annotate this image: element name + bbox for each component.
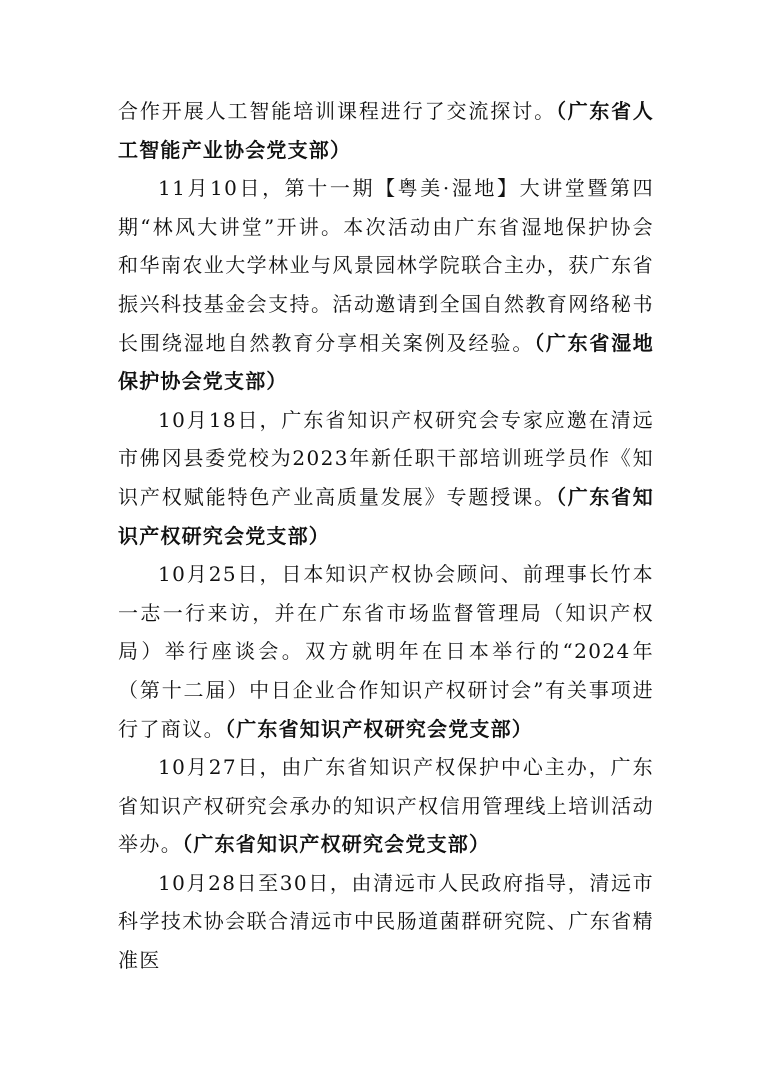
paragraph-text: 合作开展人工智能培训课程进行了交流探讨。 [118, 99, 556, 123]
paragraph-text: 10月27日，由广东省知识产权保护中心主办，广东省知识产权研究会承办的知识产权信用管理线上培训活动举办。 [118, 755, 654, 857]
source-attribution: （广东省知识产权研究会党支部） [225, 716, 533, 741]
source-attribution: （广东省人工智能产业协会党支部） [118, 99, 654, 162]
news-paragraph-2 [118, 169, 654, 401]
news-paragraph-6 [118, 864, 654, 980]
news-paragraph-5 [118, 748, 654, 864]
source-attribution: （广东省湿地保护协会党支部） [118, 330, 654, 394]
news-paragraph-3 [118, 401, 654, 555]
paragraph-text: 10月25日，日本知识产权协会顾问、前理事长竹本一志一行来访，并在广东省市场监督管理局（知识产权局）举行座谈会。双方就明年在日本举行的“2024年（第十二届）中日企业合作知识产权研讨会”有关事项进行了商议。 [118, 562, 654, 741]
news-paragraph-4 [118, 555, 654, 748]
paragraph-text: 10月18日，广东省知识产权研究会专家应邀在清远市佛冈县委党校为2023年新任职干部培训班学员作《知识产权赋能特色产业高质量发展》专题授课。 [118, 407, 654, 509]
source-attribution: （广东省知识产权研究会党支部） [182, 832, 491, 857]
source-attribution: （广东省知识产权研究会党支部） [118, 484, 654, 548]
document-page [118, 92, 654, 980]
paragraph-text: 10月28日至30日，由清远市人民政府指导，清远市科学技术协会联合清远市中民肠道菌群研究院、广东省精准医 [118, 870, 654, 973]
news-paragraph-1 [118, 92, 654, 169]
paragraph-text: 11月10日，第十一期【粤美·湿地】大讲堂暨第四期“林风大讲堂”开讲。本次活动由广东省湿地保护协会和华南农业大学林业与风景园林学院联合主办，获广东省振兴科技基金会支持。活动邀请到全国自然教育网络秘书长围绕湿地自然教育分享相关案例及经验。 [118, 176, 654, 355]
